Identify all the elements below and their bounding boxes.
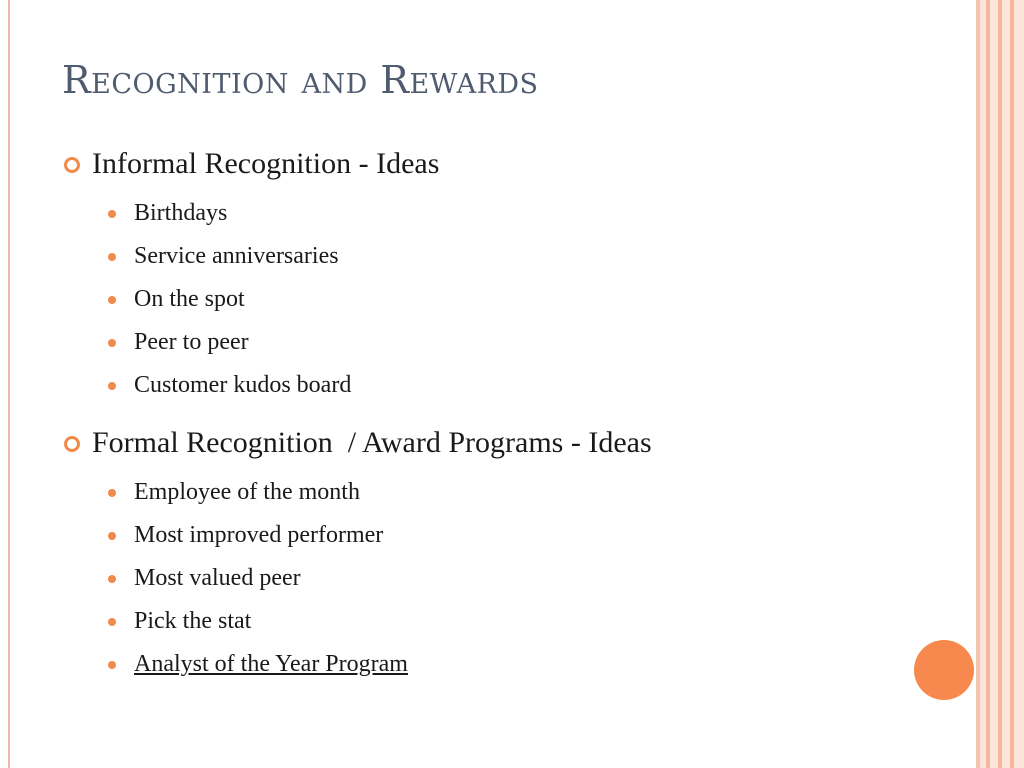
dot-bullet-icon: [108, 489, 116, 497]
list-item-text: Peer to peer: [134, 329, 249, 355]
list-item-text: On the spot: [134, 286, 245, 312]
left-accent-line: [8, 0, 10, 768]
list-item-text: Service anniversaries: [134, 243, 339, 269]
ring-bullet-icon: [64, 157, 80, 173]
slide-title: Recognition and Rewards: [62, 58, 539, 102]
list-item: [62, 650, 942, 678]
section-heading-text: Formal Recognition / Award Programs - Ideas: [92, 426, 652, 459]
right-stripe: [1014, 0, 1024, 768]
dot-bullet-icon: [108, 253, 116, 261]
list-item-text: Pick the stat: [134, 608, 252, 634]
list-item: [62, 478, 942, 506]
list-item: [62, 199, 942, 227]
dot-bullet-icon: [108, 339, 116, 347]
dot-bullet-icon: [108, 575, 116, 583]
dot-bullet-icon: [108, 618, 116, 626]
section-heading-formal: [62, 423, 942, 463]
list-item: [62, 607, 942, 635]
section-heading-text: Informal Recognition - Ideas: [92, 147, 440, 180]
list-item-text: Employee of the month: [134, 479, 360, 505]
dot-bullet-icon: [108, 210, 116, 218]
right-stripe: [990, 0, 998, 768]
list-item: [62, 285, 942, 313]
right-stripe: [1002, 0, 1010, 768]
dot-bullet-icon: [108, 532, 116, 540]
ring-bullet-icon: [64, 436, 80, 452]
list-item: [62, 564, 942, 592]
list-item: [62, 242, 942, 270]
list-item-text: Birthdays: [134, 200, 228, 226]
dot-bullet-icon: [108, 296, 116, 304]
list-item-text: Most improved performer: [134, 522, 384, 548]
analyst-of-year-link[interactable]: Analyst of the Year Program: [134, 651, 408, 677]
dot-bullet-icon: [108, 382, 116, 390]
section-heading-informal: [62, 144, 942, 184]
list-item: [62, 521, 942, 549]
dot-bullet-icon: [108, 661, 116, 669]
list-item: [62, 328, 942, 356]
slide-content: [62, 140, 942, 678]
list-item-text: Customer kudos board: [134, 372, 352, 398]
list-item-text: Most valued peer: [134, 565, 301, 591]
list-item: [62, 371, 942, 399]
